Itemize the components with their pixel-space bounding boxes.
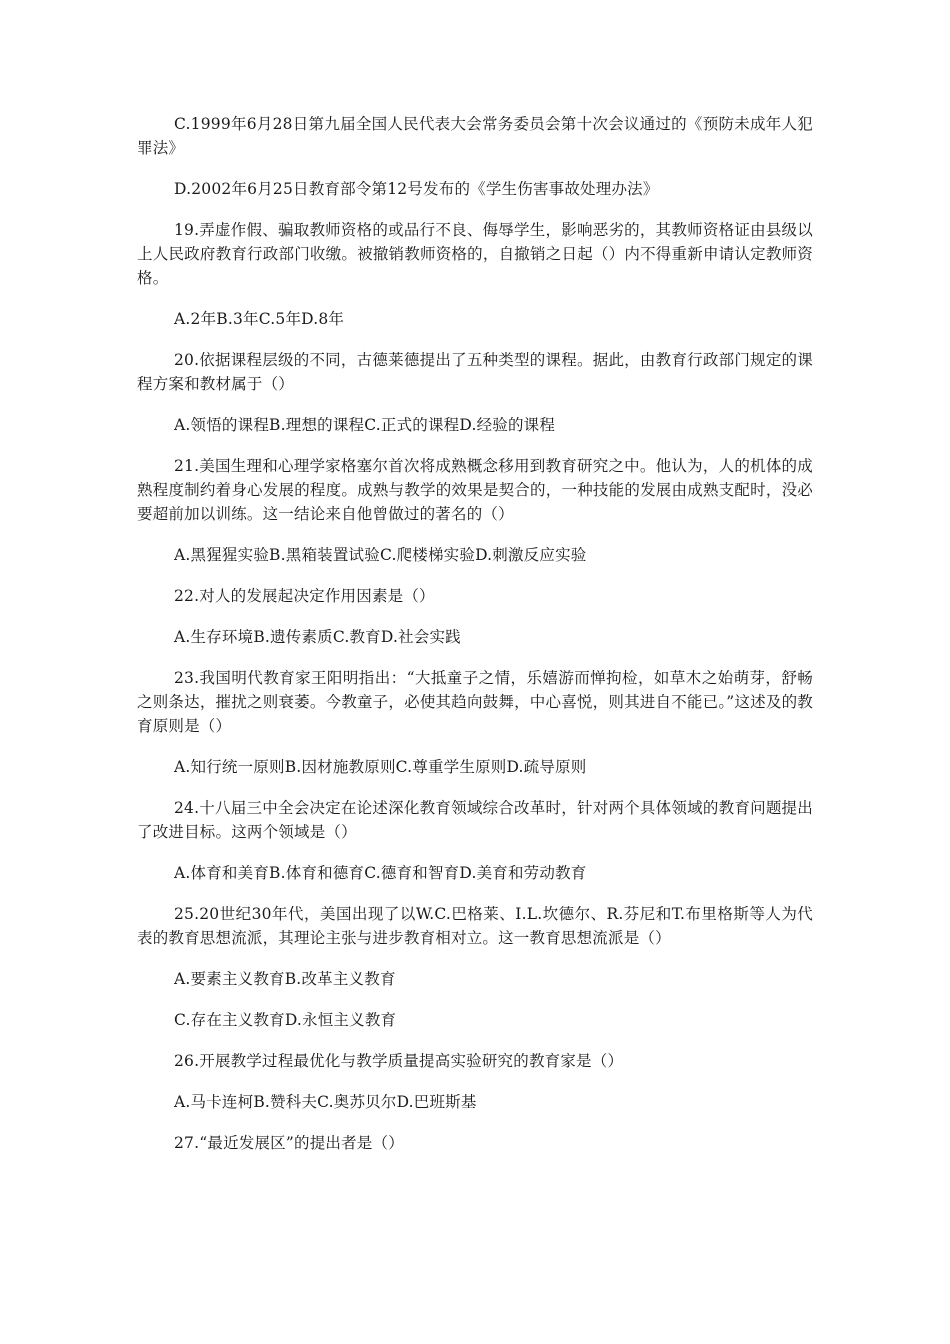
question-25: 25.20世纪30年代，美国出现了以W.C.巴格莱、I.L.坎德尔、R.芬尼和T.布里格斯等人为代表的教育思想流派，其理论主张与进步教育相对立。这一教育思想流派是（）: [137, 905, 813, 947]
question-25-options-ab: A.要素主义教育B.改革主义教育: [174, 970, 396, 988]
question-24-options: A.体育和美育B.体育和德育C.德育和智育D.美育和劳动教育: [174, 864, 587, 882]
document-page: [137, 112, 813, 1172]
question-21: 21.美国生理和心理学家格塞尔首次将成熟概念移用到教育研究之中。他认为，人的机体的成熟程度制约着身心发展的程度。成熟与教学的效果是契合的，一种技能的发展由成熟支配时，没必要超前加以训练。这一结论来自他曾做过的著名的（）: [137, 457, 813, 523]
question-24: 24.十八届三中全会决定在论述深化教育领域综合改革时，针对两个具体领域的教育问题提出了改进目标。这两个领域是（）: [137, 799, 813, 841]
question-25-options-cd: C.存在主义教育D.永恒主义教育: [174, 1011, 397, 1029]
question-20: 20.依据课程层级的不同，古德莱德提出了五种类型的课程。据此，由教育行政部门规定的课程方案和教材属于（）: [137, 351, 813, 393]
question-21-options: A.黑猩猩实验B.黑箱装置试验C.爬楼梯实验D.刺激反应实验: [174, 546, 587, 564]
question-22-options: A.生存环境B.遗传素质C.教育D.社会实践: [174, 628, 461, 646]
option-line-c: C.1999年6月28日第九届全国人民代表大会常务委员会第十次会议通过的《预防未成年人犯罪法》: [137, 115, 813, 157]
question-19: 19.弄虚作假、骗取教师资格的或品行不良、侮辱学生，影响恶劣的，其教师资格证由县级以上人民政府教育行政部门收缴。被撤销教师资格的，自撤销之日起（）内不得重新申请认定教师资格。: [137, 221, 813, 287]
question-26-options: A.马卡连柯B.赞科夫C.奥苏贝尔D.巴班斯基: [174, 1093, 477, 1111]
option-line-d: D.2002年6月25日教育部令第12号发布的《学生伤害事故处理办法》: [174, 180, 659, 198]
question-27: 27.“最近发展区”的提出者是（）: [174, 1134, 404, 1152]
question-22: 22.对人的发展起决定作用因素是（）: [174, 587, 435, 605]
question-26: 26.开展教学过程最优化与教学质量提高实验研究的教育家是（）: [174, 1052, 624, 1070]
question-20-options: A.领悟的课程B.理想的课程C.正式的课程D.经验的课程: [174, 416, 556, 434]
question-23: 23.我国明代教育家王阳明指出：“大抵童子之情，乐嬉游而惮拘检，如草木之始萌芽，舒畅之则条达，摧扰之则衰萎。今教童子，必使其趋向鼓舞，中心喜悦，则其进自不能已。”这述及的教育原则是（）: [137, 669, 813, 735]
question-23-options: A.知行统一原则B.因材施教原则C.尊重学生原则D.疏导原则: [174, 758, 587, 776]
question-19-options: A.2年B.3年C.5年D.8年: [174, 310, 345, 328]
